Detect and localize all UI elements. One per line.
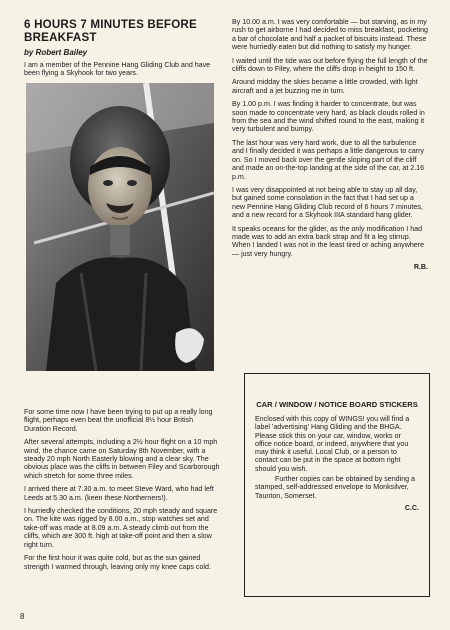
article-paragraph: I waited until the tide was out before flying the full length of the cliffs down to Filey, where the cliffs drop in height to 150 ft.: [232, 56, 428, 74]
page-number: 8: [20, 612, 25, 621]
article-paragraph: I arrived there at 7.30 a.m. to meet Steve Ward, who had left Leeds at 5.30 a.m. (keen these Northerners!).: [24, 485, 214, 502]
article-paragraph: For some time now I have been trying to put up a really long flight, perhaps even beat the unofficial 8½ hour British Duration Record.: [24, 408, 213, 433]
article-title: 6 HOURS 7 MINUTES BEFORE BREAKFAST: [24, 18, 197, 44]
article-paragraph: By 1.00 p.m. I was finding it harder to concentrate, but was soon made to concentrate very hard, as black clouds rolled in from the sea and the wind shifted round to the east, making it very turbulent and bumpy.: [232, 100, 425, 134]
article-paragraph: I hurriedly checked the conditions, 20 mph steady and square on. The kite was rigged by 8.00 a.m., stop watches set and take-off was made at 8.09 a.m. A steady climb out from the cliffs, which are 300 ft. high at take-off point and then a slow right turn.: [24, 507, 218, 549]
article-byline: by Robert Bailey: [24, 48, 88, 57]
article-intro: I am a member of the Pennine Hang Gliding Club and have been flying a Skyhook for two years.: [24, 61, 211, 78]
pilot-photo-illustration: [26, 83, 214, 371]
article-paragraph: For the first hour it was quite cold, but as the sun gained strength I warmed through, leaving only my knee caps cold.: [24, 554, 211, 571]
article-paragraph: It speaks oceans for the glider, as the only modification I had made was to add an extra back strap and fit a leg stirrup. When I landed I was not in the least tired or aching anywhere — just very hungry.: [232, 224, 425, 258]
notice-box: [244, 373, 430, 597]
notice-body: Enclosed with this copy of WINGS! you will find a label 'advertising' Hang Gliding and the BHGA. Please stick this on your car, window, works or office notice board, or indeed, anywhere that you may think it useful. Local Club, or a person to contact can be put in the space at bottom right should you wish.: [255, 415, 410, 473]
notice-signature: C.C.: [404, 503, 419, 512]
left-lower-column: [24, 408, 220, 576]
pilot-photo: [26, 83, 214, 371]
left-column: [24, 18, 220, 377]
article-paragraph: I was very disappointed at not being able to stay up all day, but gained some consolation in the fact that I had set up a new Pennine Hang Gliding Club record of 6 hours 7 minutes, and a new record for a Skyhook IIIA standard hang glider.: [232, 185, 423, 220]
article-paragraph: The last hour was very hard work, due to all the turbulence and I finally decided it was perhaps a little dangerous to carry on. So I moved back over the gentle sloping part of the cliff and made an on-the-top landing at the side of the car, at 2.16 p.m.: [232, 138, 425, 181]
article-signature: R.B.: [413, 263, 428, 272]
article-paragraph: After several attempts, including a 2½ hour flight on a 10 mph wind, the chance came on Saturday 8th November, with a steady 20 mph North Easterly blowing and a clear sky. The obvious place was the cliffs in between Filey and Scarborough which stretch for some three miles.: [24, 438, 220, 480]
notice-body-contact: Further copies can be obtained by sending a stamped, self-addressed envelope to Monksilver, Taunton, Somerset.: [255, 475, 415, 500]
notice-heading: CAR / WINDOW / NOTICE BOARD STICKERS: [256, 400, 418, 409]
article-paragraph: Around midday the skies became a little crowded, with light aircraft and a jet buzzing me in turn.: [232, 78, 418, 95]
article-paragraph: By 10.00 a.m. I was very comfortable — but starving, as in my rush to get airborne I had decided to miss breakfast, pocketing a bar of chocolate and half a packet of biscuits instead. These were hurriedly eaten but did nothing to satisfy my hunger.: [232, 18, 428, 52]
right-column: [232, 18, 428, 271]
